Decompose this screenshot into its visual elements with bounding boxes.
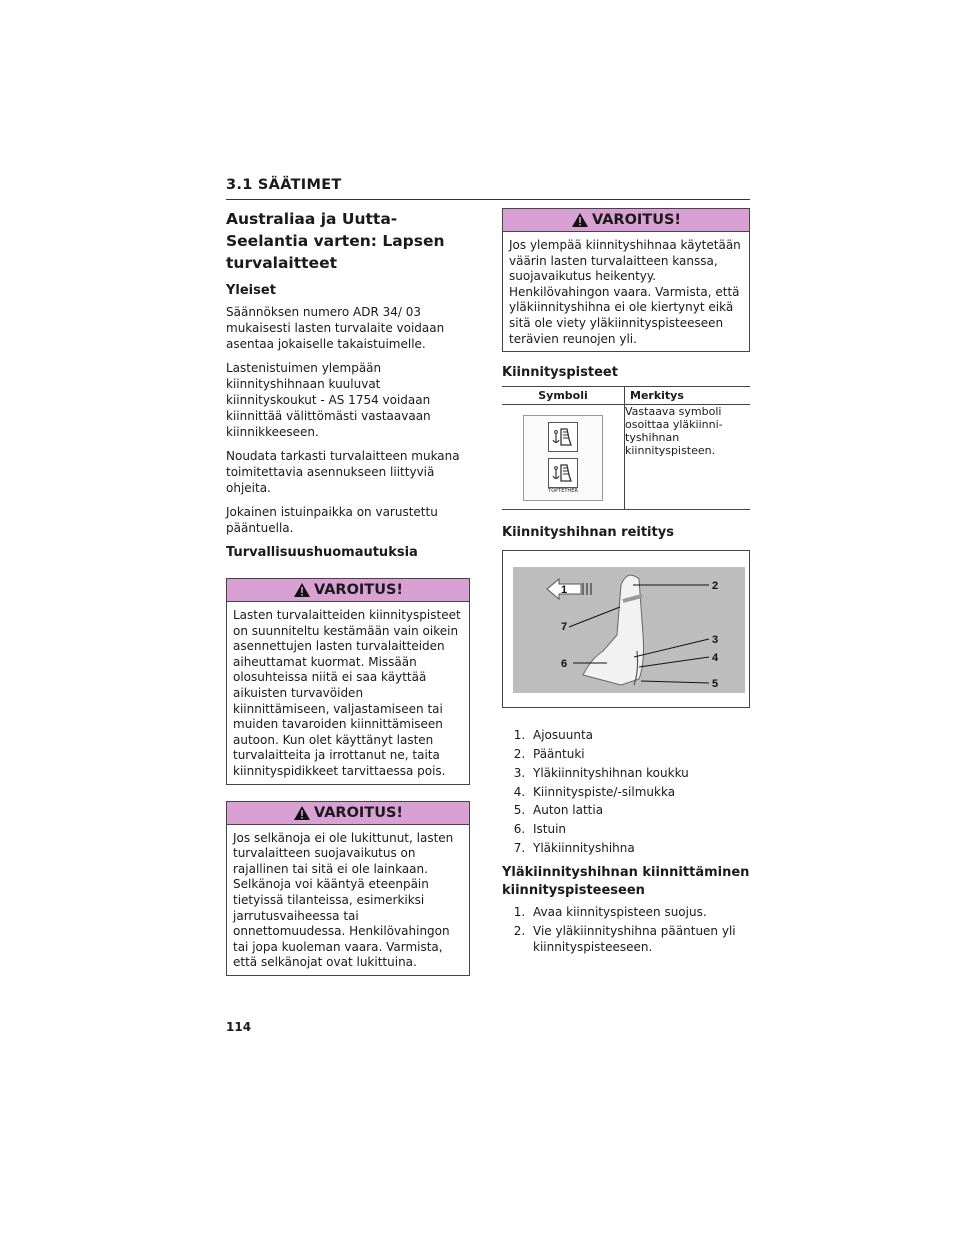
paragraph-instructions: Noudata tarkasti turvalaitteen mukana toimitettavia asennukseen liittyviä ohjeita. xyxy=(226,449,460,495)
general-heading: Yleiset xyxy=(226,283,276,298)
diagram-label-5: 5 xyxy=(712,678,719,691)
list-item: 1. Avaa kiinnityspisteen suojus. xyxy=(529,904,750,920)
table-header-meaning: Merkitys xyxy=(625,387,751,405)
right-column xyxy=(502,208,750,955)
warning-text: Jos selkänoja ei ole lukittunut, lasten turvalaitteen suojavaikutus on rajallinen tai sitä ei ole lainkaan. Selkänoja voi kääntyä eteenpäin tietyissä tilanteissa, esimerkiksi jarrutusvaiheessa tai onnettomuudessa. Henkilövahingon tai jopa kuoleman vaara. Varmista, että selkänojat ovat lukittuina. xyxy=(233,830,454,970)
page-number: 114 xyxy=(226,1020,252,1034)
list-item: 3. Yläkiinnityshihnan koukku xyxy=(529,764,750,783)
warning-title: VAROITUS! xyxy=(313,582,404,598)
toptether-caption: TOPTETHER xyxy=(548,488,578,495)
warning-box-anchors xyxy=(226,578,470,785)
diagram-label-2: 2 xyxy=(712,580,719,593)
diagram-label-7: 7 xyxy=(561,621,568,634)
table-header-symbol: Symboli xyxy=(502,387,625,405)
table-row xyxy=(502,405,750,510)
section-header: 3.1 SÄÄTIMET xyxy=(226,177,750,200)
tether-routing-diagram xyxy=(502,550,750,708)
warning-box-backrest xyxy=(226,801,470,976)
warning-box-tether xyxy=(502,208,750,352)
paragraph-hooks: Lastenistuimen ylempään kiinnityshihnaan kuuluvat kiinnityskoukut - AS 1754 voidaan kiinnittää välittömästi vastaavaan kiinnikkeeseen. xyxy=(226,361,431,439)
list-item: 4. Kiinnityspiste/-silmukka xyxy=(529,783,750,802)
list-item: 6. Istuin xyxy=(529,820,750,839)
list-item: 5. Auton lattia xyxy=(529,801,750,820)
tether-symbol-group xyxy=(523,415,603,501)
warning-triangle-icon xyxy=(293,582,311,598)
symbol-table xyxy=(502,386,750,510)
attach-heading: Yläkiinnityshihnan kiinnittäminen kiinnityspisteeseen xyxy=(502,864,750,898)
warning-header xyxy=(227,579,469,602)
warning-title: VAROITUS! xyxy=(313,804,404,821)
anchor-heading: Kiinnityspisteet xyxy=(502,365,618,381)
warning-header xyxy=(227,802,469,825)
steps-list xyxy=(502,904,750,955)
list-item: 2. Vie yläkiinnityshihna pääntuen yli kiinnityspisteeseen. xyxy=(529,923,750,955)
symbol-cell xyxy=(502,405,625,510)
safety-heading: Turvallisuushuomautuksia xyxy=(226,545,418,560)
child-seat-anchor-icon xyxy=(548,422,578,452)
list-item: 7. Yläkiinnityshihna xyxy=(529,839,750,858)
paragraph-adr: Säännöksen numero ADR 34/ 03 mukaisesti lasten turvalaite voidaan asentaa jokaiselle takaistuimelle. xyxy=(226,305,445,351)
page-title: Australiaa ja Uutta-Seelantia varten: Lapsen turvalaitteet xyxy=(226,210,445,272)
diagram-label-3: 3 xyxy=(712,634,719,647)
warning-title: VAROITUS! xyxy=(591,212,682,228)
legend-list xyxy=(502,726,750,858)
list-item: 2. Pääntuki xyxy=(529,745,750,764)
diagram-label-6: 6 xyxy=(561,658,568,671)
routing-heading: Kiinnityshihnan reititys xyxy=(502,525,674,541)
warning-header xyxy=(503,209,749,232)
meaning-cell: Vastaava symboli osoittaa yläkiinni-tyshihnan kiinnityspisteen. xyxy=(625,405,751,510)
warning-text: Lasten turvalaitteiden kiinnityspisteet on suunniteltu kestämään vain oikein asennettujen lasten turvalaitteiden aiheuttamat kuormat. Missään olosuhteissa niitä ei saa käyttää aikuisten turvavöiden kiinnittämiseen, valjastamiseen tai muiden tavaroiden kiinnittämiseen autoon. Kun olet käyttänyt lasten turvalaitteita ja irrottanut ne, taita kiinnityspidikkeet tarvittaessa pois. xyxy=(233,608,461,778)
child-seat-anchor-icon xyxy=(548,458,578,488)
list-item: 1. Ajosuunta xyxy=(529,726,750,745)
diagram-label-1: 1 xyxy=(561,584,568,597)
paragraph-headrest: Jokainen istuinpaikka on varustettu pääntuella. xyxy=(226,505,438,535)
warning-text: Jos ylempää kiinnityshihnaa käytetään väärin lasten turvalaitteen kanssa, suojavaikutus heikentyy. Henkilövahingon vaara. Varmista, että yläkiinnityshihna ei ole kiertynyt eikä sitä ole viety yläkiinnityspisteeseen terävien reunojen yli. xyxy=(509,238,741,346)
diagram-label-4: 4 xyxy=(712,652,719,665)
warning-triangle-icon xyxy=(571,212,589,228)
left-column xyxy=(226,208,470,992)
warning-triangle-icon xyxy=(293,805,311,821)
